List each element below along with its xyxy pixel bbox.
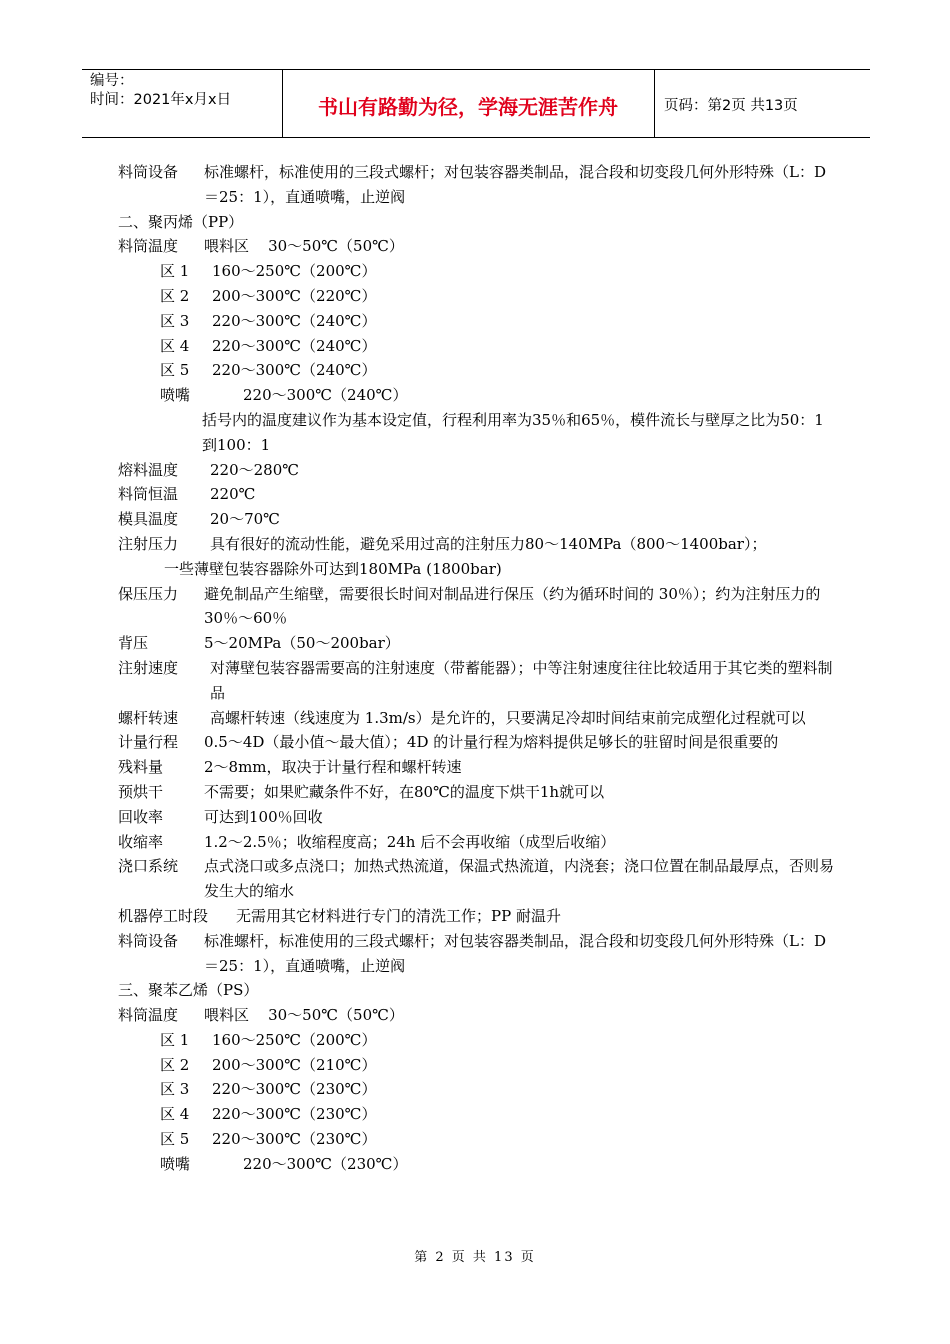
zone-key: 区 4 xyxy=(160,1105,190,1124)
param-row xyxy=(118,482,834,507)
param-row xyxy=(118,507,834,532)
zone-row xyxy=(118,284,834,309)
zone-row xyxy=(118,259,834,284)
param-row xyxy=(118,854,834,904)
zone-key: 区 2 xyxy=(160,1055,190,1074)
param-value: 20～70℃ xyxy=(210,510,280,529)
zone-value: 220～300℃（240℃） xyxy=(212,311,377,330)
zone-value: 220～300℃（240℃） xyxy=(243,386,408,405)
param-value: 点式浇口或多点浇口；加热式热流道，保温式热流道，内浇套；浇口位置在制品最厚点，否则易发生大的缩水 xyxy=(204,857,835,901)
param-key: 背压 xyxy=(118,634,149,653)
document-body xyxy=(118,160,834,1177)
zone-row xyxy=(118,334,834,359)
header-motto: 书山有路勤为径，学海无涯苦作舟 xyxy=(318,95,618,119)
zone-row xyxy=(118,1127,834,1152)
zone-value: 220～300℃（240℃） xyxy=(212,336,377,355)
param-value: 0.5～4D（最小值～最大值）；4D 的计量行程为熔料提供足够长的驻留时间是很重要的 xyxy=(204,733,779,752)
param-row xyxy=(118,160,834,210)
zone-row xyxy=(118,1028,834,1053)
param-value: 不需要；如果贮藏条件不好，在80℃的温度下烘干1h就可以 xyxy=(204,782,605,801)
page-header xyxy=(82,69,870,138)
param-key: 料筒温度 xyxy=(118,1006,179,1025)
param-key: 注射速度 xyxy=(118,658,179,677)
param-key: 收缩率 xyxy=(118,832,164,851)
param-value: 高螺杆转速（线速度为 1.3m/s）是允许的，只要满足冷却时间结束前完成塑化过程就可以 xyxy=(210,708,806,727)
param-row xyxy=(118,755,834,780)
param-value: 220～280℃ xyxy=(210,460,300,479)
param-key: 料筒温度 xyxy=(118,237,179,256)
param-value: 220℃ xyxy=(210,485,256,504)
header-page-number: 页码：第2页 共13页 xyxy=(664,98,798,114)
zone-value: 160～250℃（200℃） xyxy=(212,262,377,281)
param-key: 预烘干 xyxy=(118,782,164,801)
document-date: 时间：2021年x月x日 xyxy=(90,92,232,108)
param-row xyxy=(118,458,834,483)
continuation-line: 一些薄壁包装容器除外可达到180MPa (1800bar) xyxy=(164,559,502,578)
param-key: 计量行程 xyxy=(118,733,179,752)
param-value: 具有很好的流动性能，避免采用过高的注射压力80～140MPa（800～1400bar）； xyxy=(210,534,767,553)
page-footer: 第 2 页 共 13 页 xyxy=(414,1250,536,1265)
param-value: 5～20MPa（50～200bar） xyxy=(204,634,400,653)
param-row xyxy=(118,1003,834,1028)
param-key: 料筒恒温 xyxy=(118,485,179,504)
param-row xyxy=(118,656,834,706)
zone-key: 区 1 xyxy=(160,262,190,281)
zone-key: 区 5 xyxy=(160,1130,190,1149)
param-row xyxy=(118,904,834,929)
zone-value: 200～300℃（220℃） xyxy=(212,286,377,305)
zone-value: 160～250℃（200℃） xyxy=(212,1030,377,1049)
param-value: 2～8mm，取决于计量行程和螺杆转速 xyxy=(204,758,462,777)
param-value: 1.2～2.5％；收缩程度高；24h 后不会再收缩（成型后收缩） xyxy=(204,832,616,851)
zone-row xyxy=(118,1077,834,1102)
zone-key: 区 5 xyxy=(160,361,190,380)
param-row xyxy=(118,631,834,656)
zone-key: 喷嘴 xyxy=(160,1154,191,1173)
zone-key: 区 2 xyxy=(160,286,190,305)
zone-row xyxy=(118,383,834,408)
zone-key: 区 3 xyxy=(160,311,190,330)
param-key: 浇口系统 xyxy=(118,857,179,876)
zone-key: 区 3 xyxy=(160,1080,190,1099)
section-heading: 二、聚丙烯（PP） xyxy=(118,212,244,231)
param-key: 螺杆转速 xyxy=(118,708,179,727)
zone-key: 喷嘴 xyxy=(160,386,191,405)
zone-row xyxy=(118,1053,834,1078)
param-value: 标准螺杆，标准使用的三段式螺杆；对包装容器类制品，混合段和切变段几何外形特殊（L：D＝25：1），直通喷嘴，止逆阀 xyxy=(204,931,826,975)
param-key: 保压压力 xyxy=(118,584,179,603)
param-key: 注射压力 xyxy=(118,534,179,553)
document-number-label: 编号： xyxy=(90,73,134,89)
param-key: 料筒设备 xyxy=(118,931,179,950)
zone-row xyxy=(118,1152,834,1177)
zone-row xyxy=(118,358,834,383)
zone-row xyxy=(118,1102,834,1127)
zone-value: 220～300℃（230℃） xyxy=(212,1130,377,1149)
param-row xyxy=(118,706,834,731)
param-value: 喂料区 30～50℃（50℃） xyxy=(204,237,404,256)
zone-key: 区 1 xyxy=(160,1030,190,1049)
param-value: 标准螺杆，标准使用的三段式螺杆；对包装容器类制品，混合段和切变段几何外形特殊（L：D＝25：1），直通喷嘴，止逆阀 xyxy=(204,163,826,206)
param-value: 可达到100％回收 xyxy=(204,807,323,826)
param-key: 回收率 xyxy=(118,807,164,826)
param-row xyxy=(118,929,834,979)
param-row xyxy=(118,582,834,632)
section-heading: 三、聚苯乙烯（PS） xyxy=(118,981,259,1000)
note-paragraph: 括号内的温度建议作为基本设定值，行程利用率为35％和65％，模件流长与壁厚之比为50：1到100：1 xyxy=(202,410,824,454)
zone-row xyxy=(118,309,834,334)
zone-value: 220～300℃（230℃） xyxy=(212,1105,377,1124)
zone-value: 220～300℃（240℃） xyxy=(212,361,377,380)
param-value: 无需用其它材料进行专门的清洗工作；PP 耐温升 xyxy=(236,906,561,925)
zone-key: 区 4 xyxy=(160,336,190,355)
param-value: 喂料区 30～50℃（50℃） xyxy=(204,1006,404,1025)
param-row xyxy=(118,730,834,755)
zone-value: 220～300℃（230℃） xyxy=(212,1080,377,1099)
header-meta xyxy=(90,72,231,110)
param-key: 残料量 xyxy=(118,758,164,777)
param-row xyxy=(118,234,834,259)
zone-value: 220～300℃（230℃） xyxy=(243,1154,408,1173)
param-value: 对薄壁包装容器需要高的注射速度（带蓄能器）；中等注射速度往往比较适用于其它类的塑料制品 xyxy=(210,658,833,702)
param-key: 料筒设备 xyxy=(118,163,179,181)
param-value: 避免制品产生缩壁，需要很长时间对制品进行保压（约为循环时间的 30％）；约为注射压力的30％～60％ xyxy=(204,584,821,628)
param-row xyxy=(118,805,834,830)
header-divider xyxy=(654,70,655,137)
zone-value: 200～300℃（210℃） xyxy=(212,1055,377,1074)
param-row xyxy=(118,830,834,855)
param-key: 熔料温度 xyxy=(118,460,179,479)
param-key: 机器停工时段 xyxy=(118,906,209,925)
param-row xyxy=(118,780,834,805)
param-row xyxy=(118,532,834,557)
param-key: 模具温度 xyxy=(118,510,179,529)
